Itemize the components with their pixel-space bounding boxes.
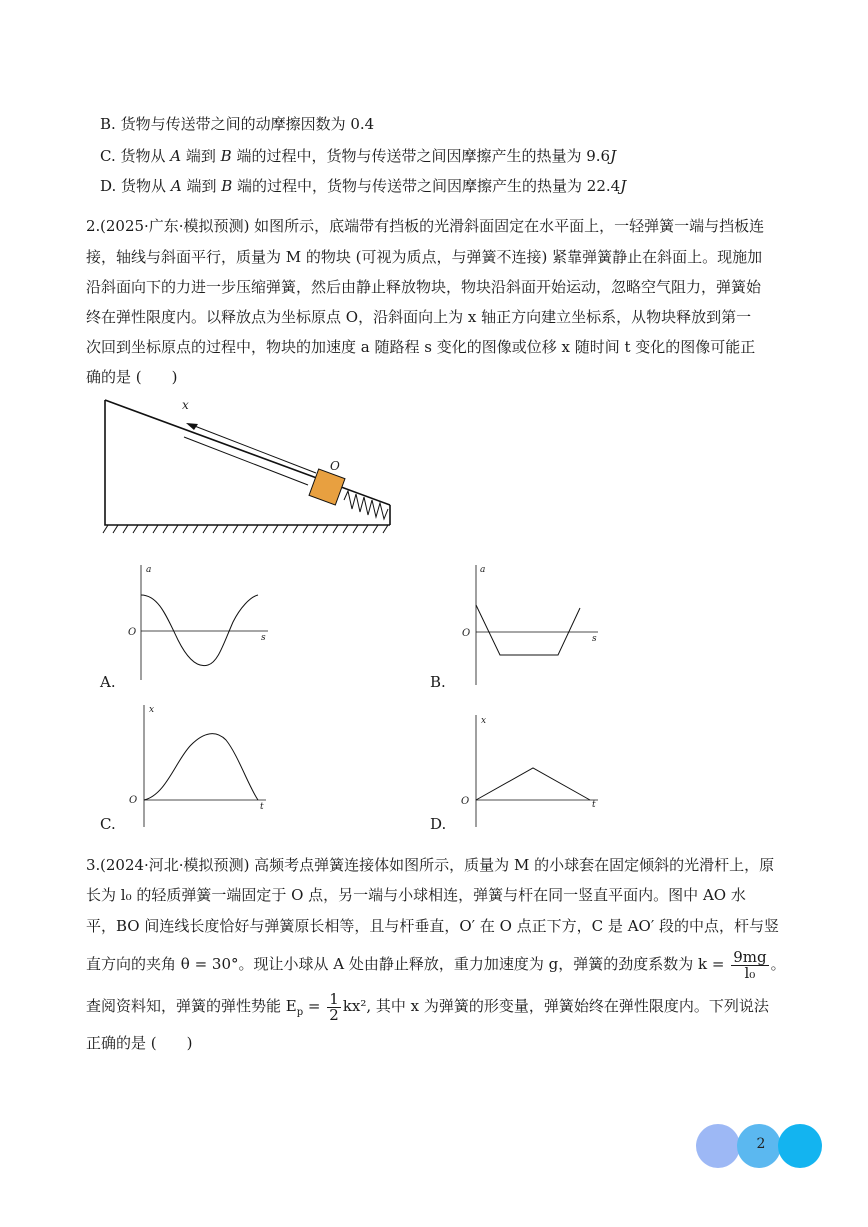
svg-text:O: O: [461, 796, 470, 807]
incline-figure: [100, 395, 400, 540]
circle-right: [778, 1124, 822, 1168]
svg-text:O: O: [128, 627, 137, 638]
svg-text:O: O: [462, 628, 471, 639]
ground-hatch: [103, 525, 388, 533]
option-c-q1: C. 货物从 A 端到 B 端的过程中，货物与传送带之间因摩擦产生的热量为 9.6J: [100, 147, 617, 165]
svg-text:a: a: [146, 565, 152, 575]
graph-c-letter: C.: [100, 815, 116, 833]
block: [309, 469, 345, 505]
svg-text:O: O: [129, 795, 138, 806]
q2-line-6: 确的是 ( ): [86, 368, 178, 386]
q3-number: 3.: [86, 856, 101, 874]
q2-line-5: 次回到坐标原点的过程中，物块的加速度 a 随路程 s 变化的图像或位移 x 随时间 t 变化的图像可能正: [86, 338, 756, 356]
q3-line-4: 直方向的夹角 θ = 30°。现让小球从 A 处由静止释放，重力加速度为 g，弹簧的劲度系数为 k = $\frac{9mg}{\text{l₀}}$ 。: [86, 947, 786, 982]
incline-slope: [105, 400, 390, 505]
svg-text:x: x: [149, 705, 155, 715]
q2-number: 2.: [86, 217, 101, 235]
axis-x-label: x: [182, 398, 189, 412]
graph-a-letter: A.: [100, 673, 116, 691]
graph-d: [458, 710, 608, 830]
q3-line-3: 平，BO 间连线长度恰好与弹簧原长相等，且与杆垂直，O′ 在 O 点正下方，C 是 AO′ 段的中点，杆与竖: [86, 917, 779, 935]
q3-line-5: 查阅资料知，弹簧的弹性势能 $E_p$ = $\frac{1}{2}$ kx², 其中 x 为弹簧的形变量，弹簧始终在弹性限度内。下列说法: [86, 989, 769, 1024]
svg-text:a: a: [480, 565, 486, 575]
incline-ground-wall: [105, 400, 390, 525]
q3-line-6: 正确的是 ( ): [86, 1034, 193, 1052]
option-d-q1: D. 货物从 A 端到 B 端的过程中，货物与传送带之间因摩擦产生的热量为 22.4J: [100, 177, 627, 195]
svg-text:t: t: [260, 802, 264, 812]
page-number: 2: [756, 1136, 766, 1152]
graph-d-letter: D.: [430, 815, 447, 833]
option-b-q1: B. 货物与传送带之间的动摩擦因数为 0.4: [100, 115, 375, 133]
graph-b-letter: B.: [430, 673, 446, 691]
q2-line-3: 沿斜面向下的力进一步压缩弹簧，然后由静止释放物块，物块沿斜面开始运动，忽略空气阻力，弹簧始: [86, 278, 762, 296]
circle-left: [696, 1124, 740, 1168]
q2-line-1: (2025·广东·模拟预测) 如图所示，底端带有挡板的光滑斜面固定在水平面上，一轻弹簧一端与挡板连: [100, 217, 765, 235]
svg-text:x: x: [481, 716, 487, 726]
k-fraction: $\frac{9mg}{\text{l₀}}$: [733, 947, 767, 982]
q2-line-2: 接，轴线与斜面平行，质量为 M 的物块 (可视为质点，与弹簧不连接) 紧靠弹簧静止在斜面上。现施加: [86, 248, 763, 266]
spring: [344, 491, 388, 519]
graph-a: [118, 560, 278, 685]
graph-b: [458, 560, 618, 685]
q2-line-4: 终在弹性限度内。以释放点为坐标原点 O，沿斜面向上为 x 轴正方向建立坐标系，从物块释放到第一: [86, 308, 752, 326]
svg-text:s: s: [592, 634, 597, 644]
q3-line-1: (2024·河北·模拟预测) 高频考点弹簧连接体如图所示，质量为 M 的小球套在固定倾斜的光滑杆上，原: [100, 856, 775, 874]
graph-c: [126, 700, 271, 830]
q3-line-2: 长为 l₀ 的轻质弹簧一端固定于 O 点，另一端与小球相连，弹簧与杆在同一竖直平面内。图中 AO 水: [86, 886, 746, 904]
origin-label-figure: O: [330, 459, 340, 473]
ep-fraction: $\frac{1}{2}$: [329, 989, 339, 1024]
svg-text:t: t: [592, 800, 596, 810]
svg-text:s: s: [261, 633, 266, 643]
